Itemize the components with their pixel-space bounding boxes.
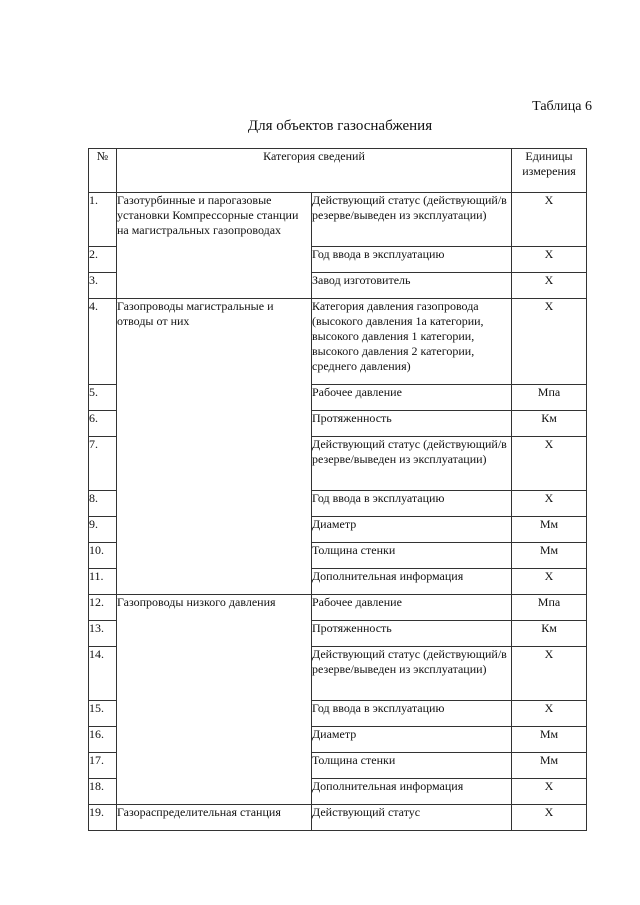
unit-cell: X [512,805,587,831]
info-cell: Толщина стенки [312,753,512,779]
row-number: 14. [89,647,117,701]
unit-cell: Мм [512,543,587,569]
row-number: 5. [89,385,117,411]
info-cell: Год ввода в эксплуатацию [312,701,512,727]
info-cell: Диаметр [312,517,512,543]
unit-cell: Км [512,411,587,437]
row-number: 1. [89,193,117,247]
info-cell: Действующий статус [312,805,512,831]
unit-cell: X [512,701,587,727]
group-cell: Газораспределительная станция [117,805,312,831]
unit-cell: Мм [512,753,587,779]
group-cell: Газопроводы низкого давления [117,595,312,805]
info-cell: Категория давления газопровода (высокого давления 1а категории, высокого давления 1 категории, высокого давления 2 категории, среднего давления) [312,299,512,385]
unit-cell: Мм [512,727,587,753]
row-number: 10. [89,543,117,569]
unit-cell: X [512,273,587,299]
unit-cell: Км [512,621,587,647]
document-title: Для объектов газоснабжения [247,118,433,134]
row-number: 17. [89,753,117,779]
row-number: 12. [89,595,117,621]
info-cell: Толщина стенки [312,543,512,569]
unit-cell: X [512,247,587,273]
gas-supply-table [88,148,587,831]
unit-cell: Мм [512,517,587,543]
unit-cell: X [512,647,587,701]
row-number: 19. [89,805,117,831]
header-row [89,149,587,193]
row-number: 16. [89,727,117,753]
info-cell: Рабочее давление [312,385,512,411]
row-number: 9. [89,517,117,543]
unit-cell: X [512,437,587,491]
header-units: Единицы измерения [512,149,587,193]
info-cell: Завод изготовитель [312,273,512,299]
table-label: Таблица 6 [532,99,592,114]
info-cell: Протяженность [312,411,512,437]
info-cell: Дополнительная информация [312,569,512,595]
table-row [89,193,587,247]
info-cell: Действующий статус (действующий/в резерве/выведен из эксплуатации) [312,647,512,701]
row-number: 4. [89,299,117,385]
info-cell: Протяженность [312,621,512,647]
unit-cell: X [512,193,587,247]
info-cell: Действующий статус (действующий/в резерве/выведен из эксплуатации) [312,193,512,247]
info-cell: Действующий статус (действующий/в резерве/выведен из эксплуатации) [312,437,512,491]
info-cell: Год ввода в эксплуатацию [312,491,512,517]
unit-cell: X [512,299,587,385]
unit-cell: Мпа [512,595,587,621]
table-row [89,595,587,621]
info-cell: Дополнительная информация [312,779,512,805]
info-cell: Год ввода в эксплуатацию [312,247,512,273]
row-number: 13. [89,621,117,647]
header-category: Категория сведений [117,149,512,193]
row-number: 3. [89,273,117,299]
table-row [89,299,587,385]
unit-cell: X [512,491,587,517]
header-number: № [89,149,117,193]
unit-cell: X [512,569,587,595]
unit-cell: Мпа [512,385,587,411]
row-number: 15. [89,701,117,727]
row-number: 6. [89,411,117,437]
group-cell: Газотурбинные и парогазовые установки Компрессорные станции на магистральных газопроводах [117,193,312,299]
unit-cell: X [512,779,587,805]
row-number: 2. [89,247,117,273]
row-number: 11. [89,569,117,595]
row-number: 8. [89,491,117,517]
group-cell: Газопроводы магистральные и отводы от них [117,299,312,595]
info-cell: Рабочее давление [312,595,512,621]
row-number: 7. [89,437,117,491]
info-cell: Диаметр [312,727,512,753]
row-number: 18. [89,779,117,805]
table-row [89,805,587,831]
